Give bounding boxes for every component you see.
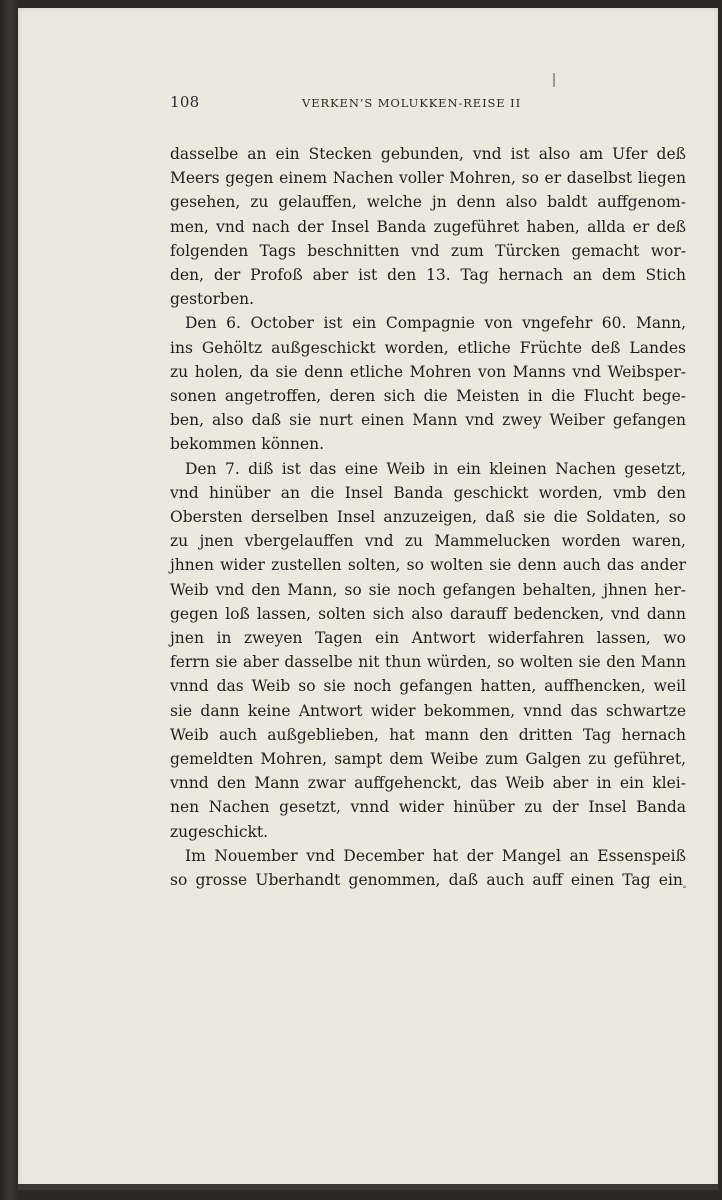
text-line: Weib vnd den Mann, so sie noch gefangen behalten, jhnen her- — [170, 580, 686, 599]
text-line: Den 6. October ist ein Compagnie von vngefehr 60. Mann, — [185, 314, 686, 333]
text-line: gestorben. — [170, 290, 255, 309]
text-line: Obersten derselben Insel anzuzeigen, daß sie die Soldaten, so — [170, 508, 686, 527]
text-line: gesehen, zu gelauffen, welche jn denn also baldt auffgenom- — [170, 193, 686, 212]
text-line: dasselbe an ein Stecken gebunden, vnd ist also am Ufer deß — [170, 145, 686, 163]
text-line: bekommen können. — [170, 435, 325, 454]
text-line: ferrn sie aber dasselbe nit thun würden, so wolten sie den Mann — [170, 653, 686, 672]
text-line: zugeschickt. — [170, 822, 269, 841]
text-line: vnd hinüber an die Insel Banda geschickt worden, vmb den — [170, 483, 686, 502]
running-title: VERKEN’S MOLUKKEN-REISE II — [302, 96, 522, 110]
paragraph — [170, 311, 686, 456]
text-line: jhnen wider zustellen solten, so wolten sie denn auch das ander — [170, 556, 686, 575]
text-line: Im Nouember vnd December hat der Mangel an Essenspeiß — [185, 846, 686, 865]
text-line: nen Nachen gesetzt, vnnd wider hinüber zu der Insel Banda — [170, 798, 686, 817]
text-line: Meers gegen einem Nachen voller Mohren, so er daselbst liegen — [170, 169, 686, 188]
text-line: zu jnen vbergelauffen vnd zu Mammelucken worden waren, — [170, 532, 686, 551]
text-line: Den 7. diß ist das eine Weib in ein kleinen Nachen gesetzt, — [185, 459, 686, 478]
text-line: folgenden Tags beschnitten vnd zum Türcken gemacht wor- — [170, 241, 686, 260]
text-line: men, vnd nach der Insel Banda zugeführet haben, allda er deß — [170, 217, 686, 236]
text-line: sonen angetroffen, deren sich die Meisten in die Flucht bege- — [170, 387, 686, 406]
text-line: jnen in zweyen Tagen ein Antwort widerfahren lassen, wo — [170, 629, 686, 648]
text-line: Weib auch außgeblieben, hat mann den dritten Tag hernach — [170, 725, 686, 744]
text-line: ben, also daß sie nurt einen Mann vnd zwey Weiber gefangen — [170, 411, 686, 430]
text-line: gemeldten Mohren, sampt dem Weibe zum Galgen zu geführet, — [170, 750, 686, 769]
paragraph — [170, 844, 686, 898]
text-line: zu holen, da sie denn etliche Mohren von Manns vnd Weibsper- — [170, 362, 686, 381]
catchword-mark: ₐ — [682, 881, 686, 891]
paragraph — [170, 457, 686, 844]
text-line: den, der Profoß aber ist den 13. Tag hernach an dem Stich — [170, 266, 686, 285]
text-line: gegen loß lassen, solten sich also darauff bedencken, vnd dann — [170, 604, 686, 623]
text-line: sie dann keine Antwort wider bekommen, vnnd das schwartze — [170, 701, 686, 720]
body-text — [170, 142, 686, 898]
text-line: vnnd das Weib so sie noch gefangen hatten, auffhencken, weil — [170, 677, 686, 696]
text-line: vnnd den Mann zwar auffgehenckt, das Weib aber in ein klei- — [170, 774, 686, 793]
text-line-content: so grosse Uberhandt genommen, daß auch auff einen Tag ein — [170, 871, 683, 890]
text-line — [170, 868, 686, 898]
page-number: 108 — [170, 93, 200, 111]
page-mark — [553, 73, 555, 87]
page-header — [170, 93, 590, 119]
text-line: ins Gehöltz außgeschickt worden, etliche Früchte deß Landes — [170, 338, 686, 357]
paragraph — [170, 142, 686, 311]
